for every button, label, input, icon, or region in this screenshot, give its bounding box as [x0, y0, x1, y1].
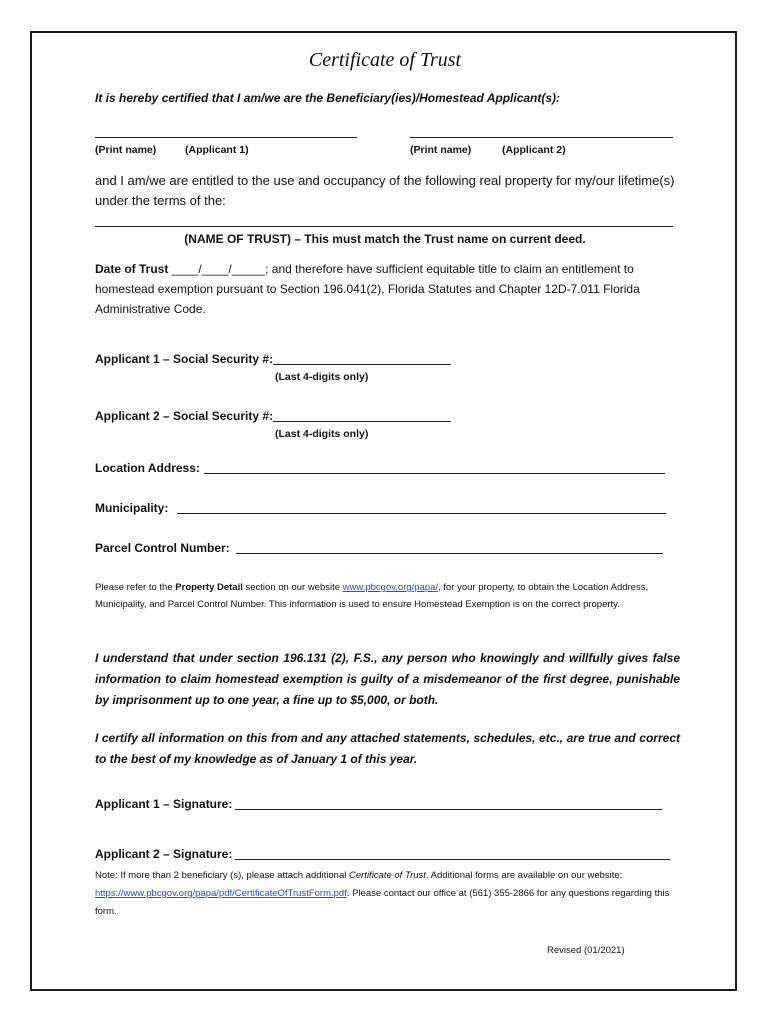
- municipality-label: Municipality:: [95, 501, 169, 515]
- sig1-label: Applicant 1 – Signature:: [95, 797, 233, 811]
- refer-text-pre: Please refer to the: [95, 582, 176, 593]
- footer-note: [95, 867, 680, 921]
- certify-text: I certify all information on this from and any attached statements, schedules, etc., are true and correct to the best of my knowledge as of January 1 of this year.: [95, 731, 680, 766]
- print-name-label-1: (Print name): [95, 144, 157, 156]
- website-link[interactable]: www.pbcgov.org/papa/: [342, 582, 439, 593]
- parcel-control-number-line[interactable]: [236, 553, 663, 554]
- municipality-line[interactable]: [177, 513, 666, 514]
- location-address-label: Location Address:: [95, 461, 200, 475]
- applicant1-tag: (Applicant 1): [185, 144, 249, 156]
- applicant2-tag: (Applicant 2): [502, 144, 566, 156]
- refer-text-mid: section on our website: [242, 582, 343, 593]
- note-text-pre: Note: If more than 2 beneficiary (s), please attach additional: [95, 870, 349, 881]
- applicant1-name-line[interactable]: [95, 137, 357, 138]
- applicant2-name-line[interactable]: [410, 137, 673, 138]
- refer-note: [95, 579, 680, 613]
- intro-text: It is hereby certified that I am/we are the Beneficiary(ies)/Homestead Applicant(s):: [95, 91, 561, 105]
- print-name-label-2: (Print name): [410, 144, 472, 156]
- note-text-post: . Please contact our office at (561) 355-2866 for any questions regarding this form.: [95, 888, 670, 917]
- ssn2-line[interactable]: [273, 421, 451, 422]
- ssn1-line[interactable]: [273, 364, 451, 365]
- sig2-line[interactable]: [235, 859, 670, 860]
- location-address-line[interactable]: [204, 473, 665, 474]
- ssn1-label: Applicant 1 – Social Security #:: [95, 352, 274, 366]
- ssn1-hint: (Last 4-digits only): [275, 371, 369, 383]
- ssn2-label: Applicant 2 – Social Security #:: [95, 409, 274, 423]
- note-text-mid: . Additional forms are available on our website:: [425, 870, 623, 881]
- warning-text: I understand that under section 196.131 (2), F.S., any person who knowingly and willfully gives false information to claim homestead exemption is guilty of a misdemeanor of the first degree, punishable by imprisonment up to one year, a fine up to $5,000, or both.: [95, 651, 680, 707]
- date-of-trust-paragraph: [95, 259, 680, 319]
- revised-date: Revised (01/2021): [547, 945, 625, 956]
- ssn2-hint: (Last 4-digits only): [275, 428, 369, 440]
- entitled-text: and I am/we are entitled to the use and occupancy of the following real property for my/our lifetime(s) under the terms of the:: [95, 173, 675, 208]
- trust-name-line[interactable]: [95, 226, 673, 227]
- refer-text-bold: Property Detail: [175, 582, 243, 593]
- date-of-trust-label: Date of Trust: [95, 262, 169, 276]
- sig1-line[interactable]: [235, 809, 662, 810]
- parcel-control-number-label: Parcel Control Number:: [95, 541, 230, 555]
- refer-text-post: , for your property, to obtain the Location Address, Municipality, and Parcel Control Number. This information is used to ensure Homestead Exemption is on the correct property.: [95, 582, 649, 610]
- form-pdf-link[interactable]: https://www.pbcgov.org/papa/pdf/CertificateOfTrustForm.pdf: [95, 888, 347, 899]
- date-of-trust-text: ; and therefore have sufficient equitable title to claim an entitlement to homestead exemption pursuant to Section 196.041(2), Florida Statutes and Chapter 12D-7.011 Florida Administrative Code.: [95, 262, 640, 316]
- note-text-italic: Certificate of Trust: [349, 870, 426, 881]
- form-title: Certificate of Trust: [308, 49, 462, 71]
- sig2-label: Applicant 2 – Signature:: [95, 847, 233, 861]
- date-of-trust-blank[interactable]: ____/____/_____: [171, 262, 266, 276]
- trust-name-note: (NAME OF TRUST) – This must match the Trust name on current deed.: [184, 232, 586, 246]
